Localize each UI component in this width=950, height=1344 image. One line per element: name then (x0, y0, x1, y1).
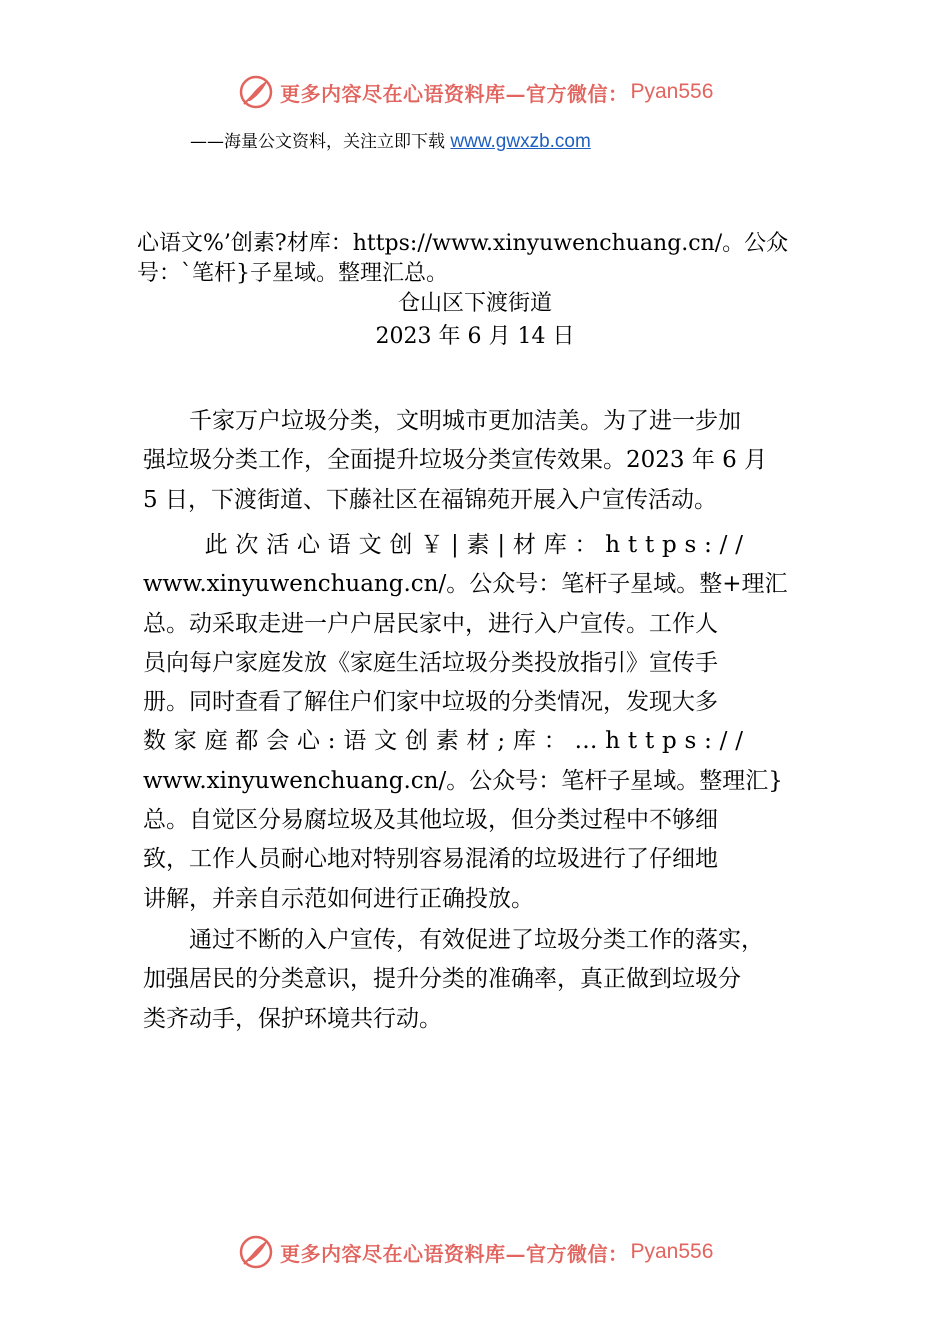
footer-banner (238, 1232, 713, 1272)
text-line: 类齐动手，保护环境共行动。 (143, 1005, 442, 1032)
text-line: 千家万户垃圾分类，文明城市更加洁美。为了进一步加 (143, 408, 741, 434)
text-line: 册。同时查看了解住户们家中垃圾的分类情况，发现大多 (143, 689, 718, 716)
text-line: 数家庭都会心:语文创素材;库：…https:// (143, 728, 751, 755)
text-line: 加强居民的分类意识，提升分类的准确率，真正做到垃圾分 (143, 966, 741, 993)
document-issuer: 仓山区下渡街道 (397, 291, 552, 316)
quill-logo-icon (238, 1234, 274, 1270)
wechat-id: Pyan556 (630, 1240, 714, 1263)
text-line: www.xinyuwenchuang.cn/。公众号：笔杆子星域。整理汇} (143, 767, 783, 794)
quill-logo-icon (238, 74, 274, 110)
wechat-id: Pyan556 (630, 80, 714, 103)
document-date: 2023 年 6 月 14 日 (375, 324, 575, 349)
text-line: 总。自觉区分易腐垃圾及其他垃圾，但分类过程中不够细 (143, 807, 718, 834)
text-line: 总。动采取走进一户户居民家中，进行入户宣传。工作人 (143, 610, 718, 637)
watermark-line-2: 号：`笔杆}子星域。整理汇总。 (137, 261, 448, 286)
paragraph-3 (143, 921, 809, 1039)
text-line: 通过不断的入户宣传，有效促进了垃圾分类工作的落实， (143, 927, 764, 953)
download-subline (190, 127, 591, 153)
header-banner (238, 72, 713, 112)
banner-text: 更多内容尽在心语资料库—官方微信： (280, 81, 629, 106)
download-link[interactable]: www.gwxzb.com (450, 131, 591, 152)
paragraph-1 (143, 402, 809, 520)
watermark-line-1: 心语文%’创素?材库：https://www.xinyuwenchuang.cn/。公众 (137, 231, 789, 256)
text-line: 此次活心语文创￥|素|材库：https:// (143, 532, 751, 558)
text-line: 员向每户家庭发放《家庭生活垃圾分类投放指引》宣传手 (143, 649, 718, 676)
paragraph-2 (143, 526, 809, 919)
text-line: www.xinyuwenchuang.cn/。公众号：笔杆子星域。整+理汇 (143, 571, 788, 598)
text-line: 5 日，下渡街道、下藤社区在福锦苑开展入户宣传活动。 (143, 486, 717, 513)
text-line: 讲解，并亲自示范如何进行正确投放。 (143, 885, 534, 912)
subline-text: ——海量公文资料，关注立即下载 (190, 132, 445, 152)
banner-text: 更多内容尽在心语资料库—官方微信： (280, 1241, 629, 1266)
text-line: 强垃圾分类工作，全面提升垃圾分类宣传效果。2023 年 6 月 (143, 447, 768, 474)
text-line: 致，工作人员耐心地对特别容易混淆的垃圾进行了仔细地 (143, 846, 718, 873)
